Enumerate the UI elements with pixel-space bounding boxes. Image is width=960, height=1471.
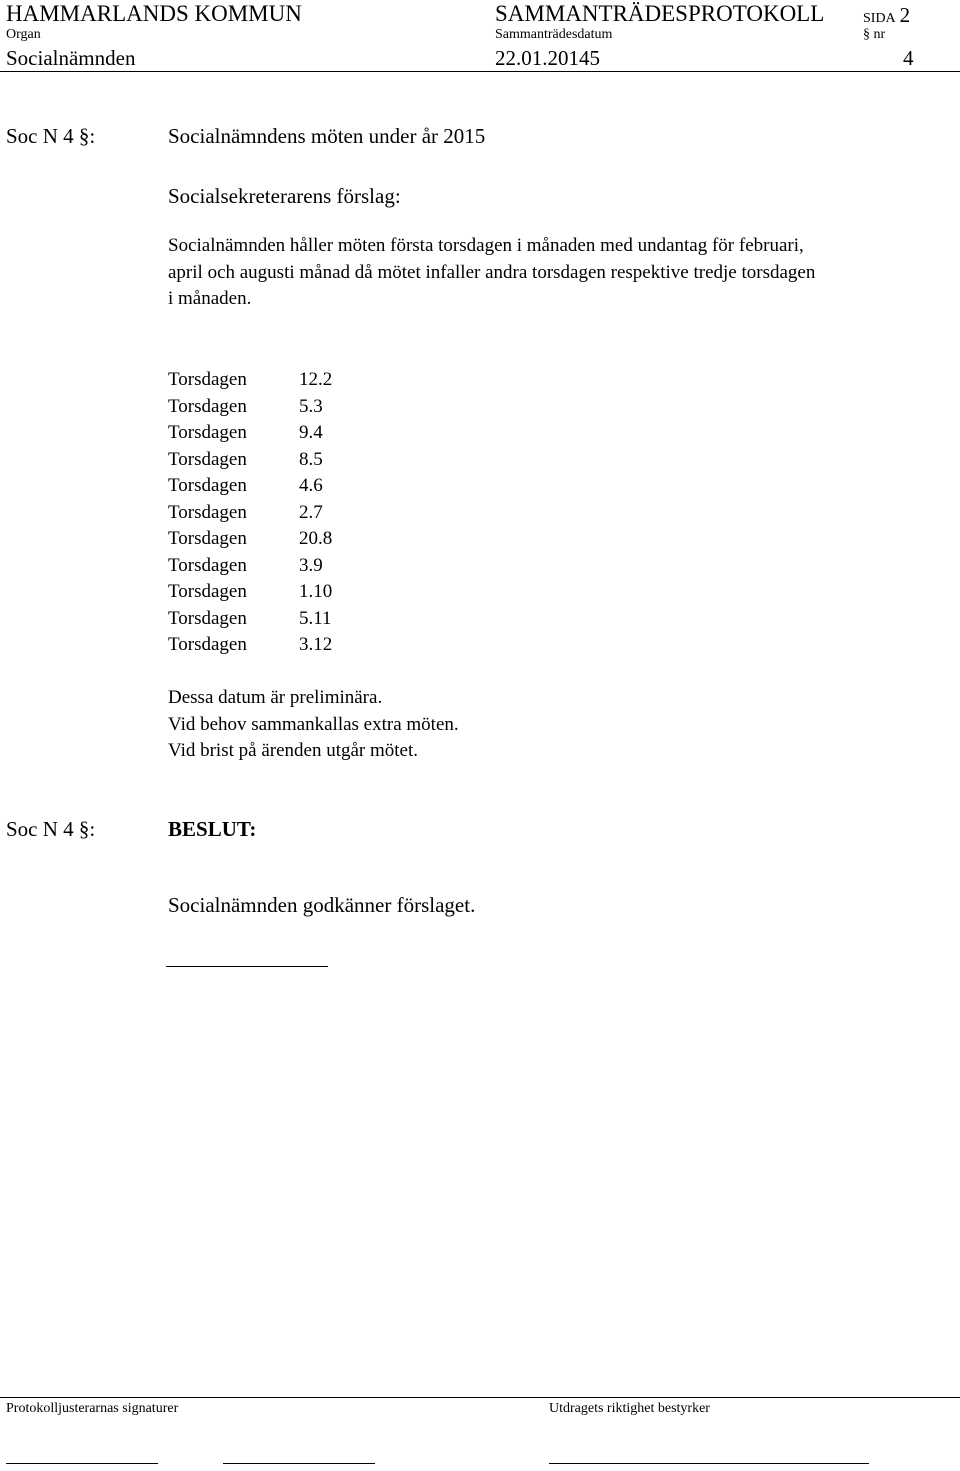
meeting-date-row xyxy=(168,473,332,500)
meeting-date: 2.7 xyxy=(299,501,323,523)
nr-value: 4 xyxy=(903,46,914,70)
meeting-dates-list xyxy=(168,367,332,659)
meeting-date: 8.5 xyxy=(299,448,323,470)
meeting-date-row xyxy=(168,500,332,527)
organ-label: Organ xyxy=(6,27,41,42)
meeting-day: Torsdagen xyxy=(168,581,247,602)
note-line: Vid behov sammankallas extra möten. xyxy=(168,713,459,735)
signature-line-2 xyxy=(223,1463,375,1464)
signatures-label: Protokolljusterarnas signaturer xyxy=(6,1401,179,1416)
section1-ref: Soc N 4 §: xyxy=(6,124,96,148)
section-end-line xyxy=(166,966,328,967)
meeting-date: 12.2 xyxy=(299,369,333,390)
meeting-date: 5.11 xyxy=(299,607,332,629)
paragraph-line: april och augusti månad då mötet infaller andra torsdagen respektive tredje torsdagen xyxy=(168,261,816,283)
meeting-date: 9.4 xyxy=(299,422,323,443)
meeting-date-row xyxy=(168,632,332,659)
decision-heading: BESLUT: xyxy=(168,817,257,841)
meeting-date: 3.12 xyxy=(299,634,333,655)
page-indicator xyxy=(863,4,910,27)
meeting-date-row xyxy=(168,420,332,447)
decision-text: Socialnämnden godkänner förslaget. xyxy=(168,893,476,917)
meeting-day: Torsdagen xyxy=(168,607,247,629)
meeting-date-row xyxy=(168,579,332,606)
meeting-day: Torsdagen xyxy=(168,634,247,655)
meeting-day: Torsdagen xyxy=(168,422,247,443)
meeting-day: Torsdagen xyxy=(168,501,247,523)
meeting-day: Torsdagen xyxy=(168,448,247,470)
date-value: 22.01.20145 xyxy=(495,46,600,70)
meeting-date-row xyxy=(168,526,332,553)
notes-block xyxy=(168,685,459,765)
note-line: Vid brist på ärenden utgår mötet. xyxy=(168,740,419,761)
meeting-date-row xyxy=(168,553,332,580)
footer-divider xyxy=(0,1397,960,1398)
meeting-date-row xyxy=(168,394,332,421)
meeting-day: Torsdagen xyxy=(168,475,247,496)
signature-line-1 xyxy=(6,1463,158,1464)
meeting-day: Torsdagen xyxy=(168,395,247,417)
meeting-date: 1.10 xyxy=(299,581,333,602)
nr-label: § nr xyxy=(863,27,886,42)
meeting-date: 5.3 xyxy=(299,395,323,417)
date-label: Sammanträdesdatum xyxy=(495,27,613,42)
protocol-title: SAMMANTRÄDESPROTOKOLL xyxy=(495,1,825,26)
meeting-day: Torsdagen xyxy=(168,369,247,390)
proposal-paragraph xyxy=(168,233,815,313)
municipality-name: HAMMARLANDS KOMMUN xyxy=(6,1,302,26)
paragraph-line: i månaden. xyxy=(168,288,252,309)
meeting-date-row xyxy=(168,447,332,474)
meeting-date-row xyxy=(168,367,332,394)
page-label: SIDA xyxy=(863,11,896,26)
verification-line xyxy=(549,1463,869,1464)
meeting-date: 3.9 xyxy=(299,554,323,576)
meeting-date: 20.8 xyxy=(299,528,333,549)
meeting-date: 4.6 xyxy=(299,475,323,496)
header-divider xyxy=(0,71,960,72)
proposal-heading: Socialsekreterarens förslag: xyxy=(168,184,401,208)
note-line: Dessa datum är preliminära. xyxy=(168,687,383,708)
section2-ref: Soc N 4 §: xyxy=(6,817,96,841)
page-number: 2 xyxy=(899,3,911,27)
organ-value: Socialnämnden xyxy=(6,46,136,70)
verification-label: Utdragets riktighet bestyrker xyxy=(549,1401,710,1416)
section1-title: Socialnämndens möten under år 2015 xyxy=(168,124,486,148)
paragraph-line: Socialnämnden håller möten första torsdagen i månaden med undantag för februari, xyxy=(168,235,804,256)
meeting-day: Torsdagen xyxy=(168,528,247,549)
meeting-date-row xyxy=(168,606,332,633)
meeting-day: Torsdagen xyxy=(168,554,247,576)
